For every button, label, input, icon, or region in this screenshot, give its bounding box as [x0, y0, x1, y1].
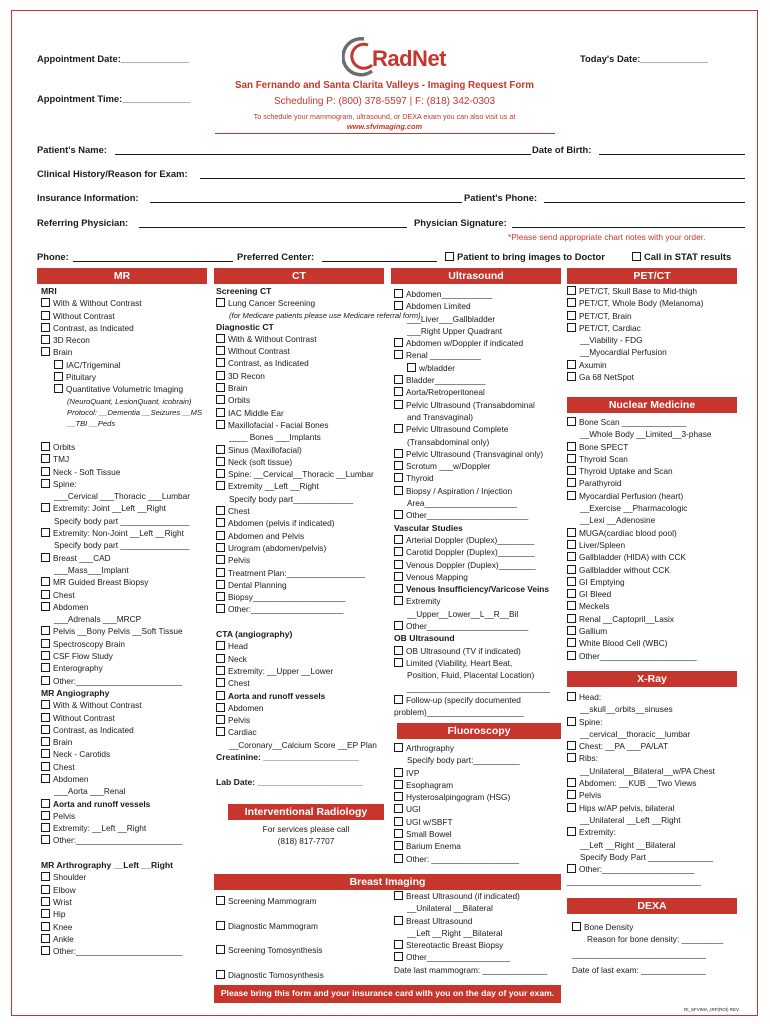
footer-note: Please bring this form and your insurance card with you on the day of your exam. — [220, 988, 555, 998]
us-items-checkbox[interactable]: Scrotum ___w/Doppler — [394, 460, 564, 472]
ct-items-checkbox[interactable]: Dental Planning — [216, 579, 391, 591]
ultrasound-header: Ultrasound — [391, 268, 561, 284]
us-items-checkbox[interactable]: Venous Mapping — [394, 571, 564, 583]
us-items-checkbox[interactable]: Abdomen Limited — [394, 300, 564, 312]
nm-items-checkbox[interactable]: GI Bleed — [567, 588, 742, 600]
mr-items-checkbox[interactable]: Without Contrast — [41, 310, 211, 322]
ct-items-checkbox[interactable]: Abdomen — [216, 702, 391, 714]
us-items-checkbox[interactable]: w/bladder — [394, 362, 564, 374]
mr-items-text: Specify body part _______________ — [54, 515, 190, 526]
mr-items-checkbox[interactable]: Pelvis — [41, 810, 211, 822]
appointment-date[interactable]: Appointment Date:_____________ — [37, 53, 189, 64]
phone-field[interactable] — [73, 261, 233, 262]
ct-items-checkbox[interactable]: Brain — [216, 382, 391, 394]
fluoro-items-checkbox[interactable]: Hysterosalpingogram (HSG) — [394, 791, 564, 803]
nm-items-checkbox[interactable]: Parathyroid — [567, 477, 742, 489]
mr-items-checkbox[interactable]: Ankle — [41, 933, 211, 945]
bone-density-checkbox[interactable]: Bone Density — [572, 921, 633, 933]
call-stat-checkbox[interactable]: Call in STAT results — [632, 251, 731, 262]
interventional-header: Interventional Radiology — [228, 804, 384, 820]
mr-items-text: (NeuroQuant, LesionQuant, icobrain) — [67, 396, 192, 406]
ct-items-checkbox[interactable]: Urogram (abdomen/pelvis) — [216, 542, 391, 554]
fluoroscopy-header: Fluoroscopy — [397, 723, 561, 739]
fluoro-items-checkbox[interactable]: Small Bowel — [394, 828, 564, 840]
ct-items-checkbox[interactable]: Chest — [216, 505, 391, 517]
ct-items-checkbox[interactable]: Abdomen and Pelvis — [216, 530, 391, 542]
ct-items-checkbox[interactable]: Chest — [216, 677, 391, 689]
form-code: RI_SFVIMA_IRF(ROI) REV — [684, 1007, 740, 1012]
chart-note: *Please send appropriate chart notes with your order. — [508, 232, 706, 242]
breast-imaging-header: Breast Imaging — [214, 874, 561, 890]
nm-items-checkbox[interactable]: Bone SPECT — [567, 441, 742, 453]
ct-items-text: Creatinine: ____________________ — [216, 751, 359, 762]
mr-items-checkbox[interactable]: Pituitary — [41, 371, 211, 383]
mr-items-checkbox[interactable]: Orbits — [41, 441, 211, 453]
insurance-field[interactable] — [150, 202, 462, 203]
mr-items-checkbox[interactable]: Contrast, as Indicated — [41, 724, 211, 736]
referring-label: Referring Physician: — [37, 217, 129, 228]
clinical-history-label: Clinical History/Reason for Exam: — [37, 168, 188, 179]
pet-items-checkbox[interactable]: Axumin — [567, 359, 737, 371]
mr-items-checkbox[interactable]: Knee — [41, 921, 211, 933]
mr-items-checkbox[interactable]: Extremity: Joint __Left __Right — [41, 502, 211, 514]
nm-items-checkbox[interactable]: MUGA(cardiac blood pool) — [567, 527, 742, 539]
fluoro-items-text: Specify body part:__________ — [407, 755, 520, 766]
mr-header: MR — [37, 268, 207, 284]
ir-info — [228, 823, 384, 848]
mr-items-checkbox[interactable]: Contrast, as Indicated — [41, 322, 211, 334]
nm-items-checkbox[interactable]: Thyroid Scan — [567, 453, 742, 465]
mr-items-checkbox[interactable]: Neck - Soft Tissue — [41, 466, 211, 478]
xray-items-checkbox[interactable]: Hips w/AP pelvis, bilateral — [567, 802, 742, 814]
ct-items-text: Specify body part_____________ — [229, 493, 354, 504]
ct-items-checkbox[interactable]: Cardiac — [216, 726, 391, 738]
screening-tomosynthesis-checkbox[interactable]: Screening Tomosynthesis — [216, 944, 322, 956]
us-items-text: and Transvaginal) — [407, 411, 473, 422]
breast-right-text: __Left __Right __Bilateral — [407, 927, 503, 938]
nm-items-checkbox[interactable]: Gallbladder (HIDA) with CCK — [567, 551, 742, 563]
mr-items-checkbox[interactable]: Spine: — [41, 478, 211, 490]
us-items-checkbox[interactable]: Pelvic Ultrasound (Transabdominal — [394, 399, 564, 411]
appointment-time[interactable]: Appointment Time:_____________ — [37, 93, 191, 104]
mr-items-checkbox[interactable]: Chest — [41, 761, 211, 773]
xray-list — [567, 691, 742, 888]
pet-items-checkbox[interactable]: PET/CT, Whole Body (Melanoma) — [567, 297, 737, 309]
mr-items-checkbox[interactable]: Aorta and runoff vessels — [41, 798, 211, 810]
breast-right-checkbox[interactable]: Breast Ultrasound — [394, 915, 564, 927]
nm-items-checkbox[interactable]: Meckels — [567, 600, 742, 612]
us-items-checkbox[interactable]: Renal ___________ — [394, 349, 564, 361]
mr-items-checkbox[interactable]: Pelvis __Bony Pelvis __Soft Tissue — [41, 625, 211, 637]
nm-items-checkbox[interactable]: Other_____________________ — [567, 650, 742, 662]
mr-list — [41, 285, 211, 957]
breast-right-checkbox[interactable]: Stereotactic Breast Biopsy — [394, 939, 564, 951]
us-items-checkbox[interactable]: Other______________________ — [394, 509, 564, 521]
ct-items-checkbox[interactable]: 3D Recon — [216, 370, 391, 382]
pet-items-checkbox[interactable]: Ga 68 NetSpot — [567, 371, 737, 383]
nm-items-text: __Whole Body __Limited__3-phase — [580, 429, 712, 440]
todays-date[interactable]: Today's Date:_____________ — [580, 53, 709, 64]
mr-items-checkbox[interactable]: 3D Recon — [41, 334, 211, 346]
mr-items-text: ___Cervical ___Thoracic ___Lumbar — [54, 491, 191, 502]
pet-items-checkbox[interactable]: PET/CT, Cardiac — [567, 322, 737, 334]
mr-items-checkbox[interactable]: Other:_______________________ — [41, 834, 211, 846]
breast-right-text: Date last mammogram: ______________ — [394, 964, 548, 975]
nm-items-checkbox[interactable]: Myocardial Perfusion (heart) — [567, 490, 742, 502]
mr-items-text: MR Angiography — [41, 687, 110, 698]
ct-items-checkbox[interactable]: Lung Cancer Screening — [216, 297, 391, 309]
mr-items-text: __TBI __Peds — [67, 418, 116, 428]
mr-items-checkbox[interactable]: Elbow — [41, 884, 211, 896]
mr-items-checkbox[interactable]: Other:_______________________ — [41, 945, 211, 957]
website-link[interactable]: www.sfvimaging.com — [346, 122, 423, 131]
ct-items-checkbox[interactable]: Without Contrast — [216, 345, 391, 357]
ct-items-checkbox[interactable]: Biopsy____________________ — [216, 591, 391, 603]
ct-items-checkbox[interactable]: Head — [216, 640, 391, 652]
xray-items-text: Specify Body Part ______________ — [580, 851, 713, 862]
xray-items-text: __Left __Right __Bilateral — [580, 839, 676, 850]
us-items-text: _______________________________ — [407, 682, 551, 693]
insurance-label: Insurance Information: — [37, 192, 139, 203]
dob-field[interactable] — [599, 154, 745, 155]
fluoro-items-checkbox[interactable]: Arthrography — [394, 742, 564, 754]
dexa-line[interactable]: _____________________________ — [572, 949, 706, 959]
ct-header: CT — [214, 268, 384, 284]
mr-items-text: MR Arthrography __Left __Right — [41, 860, 173, 871]
xray-items-checkbox[interactable]: Ribs: — [567, 752, 742, 764]
preferred-center-field[interactable] — [322, 261, 437, 262]
xray-items-checkbox[interactable]: Chest: __PA ___PA/LAT — [567, 740, 742, 752]
xray-header: X-Ray — [567, 671, 737, 687]
us-items-checkbox[interactable]: Bladder___________ — [394, 374, 564, 386]
ct-items-text: Lab Date: ______________________ — [216, 776, 363, 787]
ct-items-checkbox[interactable]: Extremity: __Upper __Lower — [216, 665, 391, 677]
dexa-last-exam[interactable]: Date of last exam: ______________ — [572, 965, 706, 975]
nm-items-checkbox[interactable]: Bone Scan ______________ — [567, 416, 742, 428]
mr-items-text: ___Aorta ___Renal — [54, 786, 126, 797]
ct-items-text — [216, 763, 391, 775]
breast-right-checkbox[interactable]: Breast Ultrasound (if indicated) — [394, 890, 564, 902]
ct-items-checkbox[interactable]: Aorta and runoff vessels — [216, 690, 391, 702]
screening-mammogram-checkbox[interactable]: Screening Mammogram — [216, 895, 317, 907]
fluoro-items-checkbox[interactable]: Barium Enema — [394, 840, 564, 852]
radnet-logo: RadNet — [342, 33, 462, 77]
us-items-checkbox[interactable]: Pelvic Ultrasound (Transvaginal only) — [394, 448, 564, 460]
signature-field[interactable] — [512, 227, 745, 228]
us-items-checkbox[interactable]: Carotid Doppler (Duplex)________ — [394, 546, 564, 558]
mr-items-checkbox[interactable]: Enterography — [41, 662, 211, 674]
nm-items-text: __Lexi __Adenosine — [580, 515, 656, 526]
mr-items-text — [41, 847, 211, 859]
dexa-header: DEXA — [567, 898, 737, 914]
ir-items-text: For services please call — [262, 824, 350, 834]
mr-items-checkbox[interactable]: TMJ — [41, 453, 211, 465]
mr-items-checkbox[interactable]: Without Contrast — [41, 712, 211, 724]
us-items-checkbox[interactable]: OB Ultrasound (TV if indicated) — [394, 645, 564, 657]
pet-items-text: __Viability - FDG — [580, 335, 643, 346]
clinical-history-field[interactable] — [200, 178, 745, 179]
mr-items-text: ___Adrenals ___MRCP — [54, 614, 142, 625]
ir-items-text: (818) 817-7707 — [277, 836, 335, 847]
mr-items-checkbox[interactable]: Shoulder — [41, 871, 211, 883]
breast-right-text: __Unilateral __Bilateral — [407, 903, 493, 914]
ultrasound-list — [394, 288, 564, 718]
ct-items-checkbox[interactable]: Other:____________________ — [216, 603, 391, 615]
us-items-checkbox[interactable]: Other______________________ — [394, 620, 564, 632]
ct-items-checkbox[interactable]: Sinus (Maxillofacial) — [216, 444, 391, 456]
ct-items-text: ____ Bones ___Implants — [229, 432, 321, 443]
nm-items-checkbox[interactable]: Liver/Spleen — [567, 539, 742, 551]
us-items-checkbox[interactable]: Extremity — [394, 595, 564, 607]
nm-items-checkbox[interactable]: Gallium — [567, 625, 742, 637]
breast-right-list — [394, 890, 564, 976]
mr-items-checkbox[interactable]: MR Guided Breast Biopsy — [41, 576, 211, 588]
us-items-checkbox[interactable]: Abdomen w/Doppler if indicated — [394, 337, 564, 349]
ct-items-text: (for Medicare patients please use Medicare referral form) — [229, 310, 421, 320]
pet-items-checkbox[interactable]: PET/CT, Brain — [567, 310, 737, 322]
mr-items-checkbox[interactable]: Neck - Carotids — [41, 748, 211, 760]
nuclear-medicine-header: Nuclear Medicine — [567, 397, 737, 413]
xray-items-text: __Unilateral __Left __Right — [580, 814, 681, 825]
us-items-text: OB Ultrasound — [394, 633, 455, 644]
scheduling-phone: Scheduling P: (800) 378-5597 | F: (818) 342-0303 — [273, 96, 496, 107]
nm-items-text: __Exercise __Pharmacologic — [580, 503, 688, 514]
patient-name-label: Patient's Name: — [37, 144, 107, 155]
ct-items-text — [216, 616, 391, 628]
xray-items-checkbox[interactable]: Pelvis — [567, 789, 742, 801]
breast-right-checkbox[interactable]: Other__________________ — [394, 951, 564, 963]
fluoro-items-checkbox[interactable]: UGI w/SBFT — [394, 816, 564, 828]
ct-items-checkbox[interactable]: Treatment Plan:_________________ — [216, 567, 391, 579]
xray-items-checkbox[interactable]: Head: — [567, 691, 742, 703]
patient-name-field[interactable] — [115, 154, 531, 155]
mr-items-checkbox[interactable]: Extremity: __Left __Right — [41, 822, 211, 834]
signature-label: Physician Signature: — [414, 217, 507, 228]
bring-images-checkbox[interactable]: Patient to bring images to Doctor — [445, 251, 605, 262]
nuclear-list — [567, 416, 742, 662]
fluoro-items-checkbox[interactable]: Esophagram — [394, 779, 564, 791]
nm-items-checkbox[interactable]: GI Emptying — [567, 576, 742, 588]
ct-items-checkbox[interactable]: Neck (soft tissue) — [216, 456, 391, 468]
fluoroscopy-list — [394, 742, 564, 865]
mr-items-text — [41, 429, 211, 441]
us-items-checkbox[interactable]: Venous Insufficiency/Varicose Veins — [394, 583, 564, 595]
ct-items-checkbox[interactable]: Contrast, as Indicated — [216, 357, 391, 369]
xray-items-text: __Unilateral__Bilateral__w/PA Chest — [580, 765, 715, 776]
xray-items-text: __skull__orbits__sinuses — [580, 704, 673, 715]
diagnostic-tomosynthesis-checkbox[interactable]: Diagnostic Tomosynthesis — [216, 969, 324, 981]
referring-field[interactable] — [139, 227, 407, 228]
petct-list — [567, 285, 737, 383]
us-items-checkbox[interactable]: Abdomen___________ — [394, 288, 564, 300]
ct-items-checkbox[interactable]: Neck — [216, 653, 391, 665]
phone-label: Phone: — [37, 251, 69, 262]
fluoro-items-checkbox[interactable]: IVP — [394, 767, 564, 779]
ct-items-checkbox[interactable]: Maxillofacial - Facial Bones — [216, 419, 391, 431]
mr-items-checkbox[interactable]: CSF Flow Study — [41, 650, 211, 662]
mr-items-checkbox[interactable]: IAC/Trigeminal — [41, 359, 211, 371]
mr-items-text: Protocol: __Dementia __Seizures __MS — [67, 407, 203, 417]
diagnostic-mammogram-checkbox[interactable]: Diagnostic Mammogram — [216, 920, 318, 932]
ct-items-checkbox[interactable]: Pelvis — [216, 554, 391, 566]
us-items-checkbox[interactable]: Biopsy / Aspiration / Injection — [394, 485, 564, 497]
pet-items-text: __Myocardial Perfusion — [580, 347, 667, 358]
us-items-checkbox[interactable]: Follow-up (specify documented — [394, 694, 564, 706]
mr-items-checkbox[interactable]: Chest — [41, 589, 211, 601]
nm-items-checkbox[interactable]: Renal __Captopril__Lasix — [567, 613, 742, 625]
mr-items-checkbox[interactable]: Quantitative Volumetric Imaging — [41, 383, 211, 395]
mr-items-text: ___Mass___Implant — [54, 564, 129, 575]
us-items-text: Vascular Studies — [394, 522, 463, 533]
us-items-text: __Upper__Lower__L__R__Bil — [407, 608, 519, 619]
preferred-center-label: Preferred Center: — [237, 251, 315, 262]
form-title: San Fernando and Santa Clarita Valleys - Imaging Request Form — [235, 80, 534, 91]
xray-items-text: __cervical__thoracic__lumbar — [580, 728, 691, 739]
mr-items-checkbox[interactable]: With & Without Contrast — [41, 699, 211, 711]
xray-items-checkbox[interactable]: Abdomen: __KUB __Two Views — [567, 777, 742, 789]
xray-items-checkbox[interactable]: Other:____________________ — [567, 863, 742, 875]
petct-header: PET/CT — [567, 268, 737, 284]
ct-items-checkbox[interactable]: Orbits — [216, 394, 391, 406]
nm-items-checkbox[interactable]: Thyroid Uptake and Scan — [567, 465, 742, 477]
us-items-checkbox[interactable]: Limited (Viability, Heart Beat, — [394, 657, 564, 669]
us-items-checkbox[interactable]: Venous Doppler (Duplex)________ — [394, 559, 564, 571]
xray-items-checkbox[interactable]: Spine: — [567, 716, 742, 728]
nm-items-checkbox[interactable]: White Blood Cell (WBC) — [567, 637, 742, 649]
mr-items-checkbox[interactable]: Brain — [41, 346, 211, 358]
us-items-text: ___Right Upper Quadrant — [407, 325, 503, 336]
us-items-text: problem)_____________________ — [394, 707, 524, 718]
mr-items-checkbox[interactable]: Breast ___CAD — [41, 552, 211, 564]
fluoro-items-checkbox[interactable]: UGI — [394, 803, 564, 815]
patient-phone-field[interactable] — [544, 202, 745, 203]
dob-label: Date of Birth: — [532, 144, 592, 155]
us-items-text: ___Liver___Gallbladder — [407, 313, 496, 324]
mr-items-checkbox[interactable]: Brain — [41, 736, 211, 748]
mr-items-text: Specify body part _______________ — [54, 540, 190, 551]
us-items-text: (Transabdominal only) — [407, 436, 490, 447]
mr-items-text: MRI — [41, 286, 57, 296]
mr-items-checkbox[interactable]: With & Without Contrast — [41, 297, 211, 309]
bone-density-reason[interactable]: Reason for bone density: _________ — [587, 934, 724, 944]
pet-items-checkbox[interactable]: PET/CT, Skull Base to Mid-thigh — [567, 285, 737, 297]
us-items-text: Position, Fluid, Placental Location) — [407, 670, 535, 681]
ct-items-checkbox[interactable]: IAC Middle Ear — [216, 407, 391, 419]
us-items-text: Area____________________ — [407, 498, 517, 509]
mr-items-checkbox[interactable]: Spectroscopy Brain — [41, 638, 211, 650]
patient-phone-label: Patient's Phone: — [464, 192, 538, 203]
mr-items-checkbox[interactable]: Abdomen — [41, 773, 211, 785]
ct-items-checkbox[interactable]: Pelvis — [216, 714, 391, 726]
nm-items-checkbox[interactable]: Gallbladder without CCK — [567, 564, 742, 576]
mr-items-checkbox[interactable]: Extremity: Non-Joint __Left __Right — [41, 527, 211, 539]
ct-items-checkbox[interactable]: Extremity __Left __Right — [216, 480, 391, 492]
schedule-note: To schedule your mammogram, ultrasound, or DEXA exam you can also visit us at — [253, 112, 516, 121]
us-items-checkbox[interactable]: Arterial Doppler (Duplex)________ — [394, 534, 564, 546]
ct-items-text: Screening CT — [216, 286, 272, 296]
mr-items-checkbox[interactable]: Abdomen — [41, 601, 211, 613]
ct-items-text: Diagnostic CT — [216, 321, 274, 332]
ct-items-text: CTA (angiography) — [216, 629, 293, 640]
ct-items-text: __Coronary__Calcium Score __EP Plan — [229, 739, 377, 750]
request-form — [11, 10, 758, 1016]
mr-items-checkbox[interactable]: Hip — [41, 908, 211, 920]
mr-items-checkbox[interactable]: Other:_______________________ — [41, 675, 211, 687]
ct-items-checkbox[interactable]: Spine: __Cervical__Thoracic __Lumbar — [216, 468, 391, 480]
us-items-checkbox[interactable]: Aorta/Retroperitoneal — [394, 386, 564, 398]
us-items-checkbox[interactable]: Pelvic Ultrasound Complete — [394, 423, 564, 435]
us-items-checkbox[interactable]: Thyroid — [394, 472, 564, 484]
fluoro-items-checkbox[interactable]: Other: ___________________ — [394, 853, 564, 865]
ct-items-checkbox[interactable]: Abdomen (pelvis if indicated) — [216, 517, 391, 529]
mr-items-checkbox[interactable]: Wrist — [41, 896, 211, 908]
xray-items-checkbox[interactable]: Extremity: — [567, 826, 742, 838]
ct-items-checkbox[interactable]: With & Without Contrast — [216, 333, 391, 345]
xray-items-text: _____________________________ — [567, 876, 701, 887]
